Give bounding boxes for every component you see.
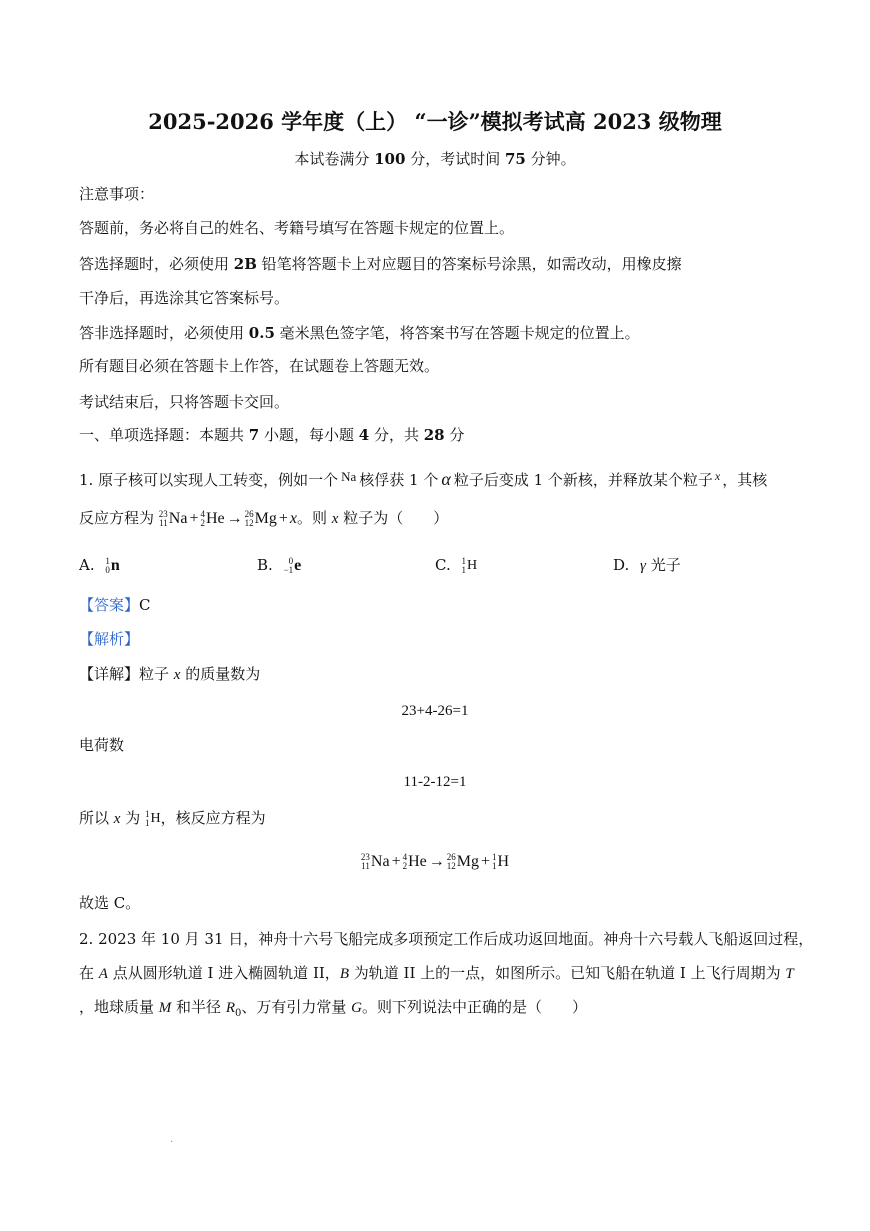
note-line-4: 答非选择题时，必须使用 0.5 毫米黑色签字笔，将答案书写在答题卡规定的位置上。	[79, 324, 640, 342]
section-heading: 一、单项选择题：本题共 7 小题，每小题 4 分，共 28 分	[79, 426, 465, 444]
conclusion: 故选 C。	[79, 894, 141, 912]
answer-tag: 【答案】	[79, 596, 140, 614]
q2-stem-line-1: 2. 2023 年 10 月 31 日，神舟十六号飞船完成多项预定工作后成功返回地面。神舟十六号载人飞船返回过程，	[79, 930, 814, 948]
page-title: 2025-2026 学年度（上） “一诊”模拟考试高 2023 级物理	[148, 109, 722, 134]
q1-stem-line-2: 反应方程为 23 11 Na + 4 2 He → 26 12 Mg + x 。则 x 粒子为（ ）	[79, 509, 449, 528]
note-line-3: 干净后，再选涂其它答案标号。	[79, 289, 290, 307]
note-line-6: 考试结束后，只将答题卡交回。	[79, 393, 290, 411]
reaction-equation: 23 11 Na + 4 2 He → 26 12 Mg + x	[158, 509, 298, 528]
note-line-1: 答题前，务必将自己的姓名、考籍号填写在答题卡规定的位置上。	[79, 219, 515, 237]
answer-value: C	[139, 596, 151, 614]
alpha-symbol: α	[441, 469, 451, 489]
option-d[interactable]: D. γ 光子	[613, 556, 681, 574]
answer-line	[79, 595, 151, 615]
q2-stem-line-3: ，地球质量 M 和半径 $R_0$、万有引力常量 G。则下列说法中正确的是（ ）	[79, 998, 588, 1019]
x-symbol: x	[714, 469, 721, 483]
gamma-symbol: γ	[640, 558, 646, 574]
charge-label: 电荷数	[79, 736, 125, 754]
q2-stem-line-2: 在 A 点从圆形轨道 I 进入椭圆轨道 II，B 为轨道 II 上的一点，如图所示。已知飞船在轨道 I 上飞行周期为 T	[79, 964, 794, 982]
charge-number-equation: 11-2-12=1	[403, 774, 467, 790]
note-line-5: 所有题目必须在答题卡上作答，在试题卷上答题无效。	[79, 357, 440, 375]
detail-line: 【详解】粒子 x 的质量数为	[79, 665, 261, 683]
full-score: 100	[374, 150, 406, 168]
sodium-symbol: Na	[341, 469, 357, 484]
option-b[interactable]: B. 0 −1 e	[257, 556, 302, 575]
analysis-tag: 【解析】	[79, 630, 140, 648]
option-a[interactable]: A. 1 0 n	[79, 556, 120, 575]
page-mark: .	[170, 1134, 174, 1145]
mass-number-equation: 23+4-26=1	[401, 703, 469, 719]
exam-time: 75	[504, 150, 526, 168]
option-c[interactable]: C. 1 1 H	[435, 556, 478, 575]
q1-stem-line-1: 1. 原子核可以实现人工转变，例如一个 Na 核俘获 1 个 α 粒子后变成 1 个新核，并释放某个粒子 $^x$ ，其核	[79, 469, 768, 489]
so-line: 所以 x 为 1 1 H ，核反应方程为	[79, 809, 266, 828]
exam-info: 本试卷满分 100 分，考试时间 75 分钟。	[294, 150, 576, 168]
note-line-2: 答选择题时，必须使用 2B 铅笔将答题卡上对应题目的答案标号涂黑，如需改动，用橡皮擦	[79, 255, 682, 273]
full-reaction-equation: 23 11 Na + 4 2 He → 26 12 Mg + 1 1 H	[360, 852, 510, 871]
notes-heading: 注意事项：	[79, 185, 155, 203]
